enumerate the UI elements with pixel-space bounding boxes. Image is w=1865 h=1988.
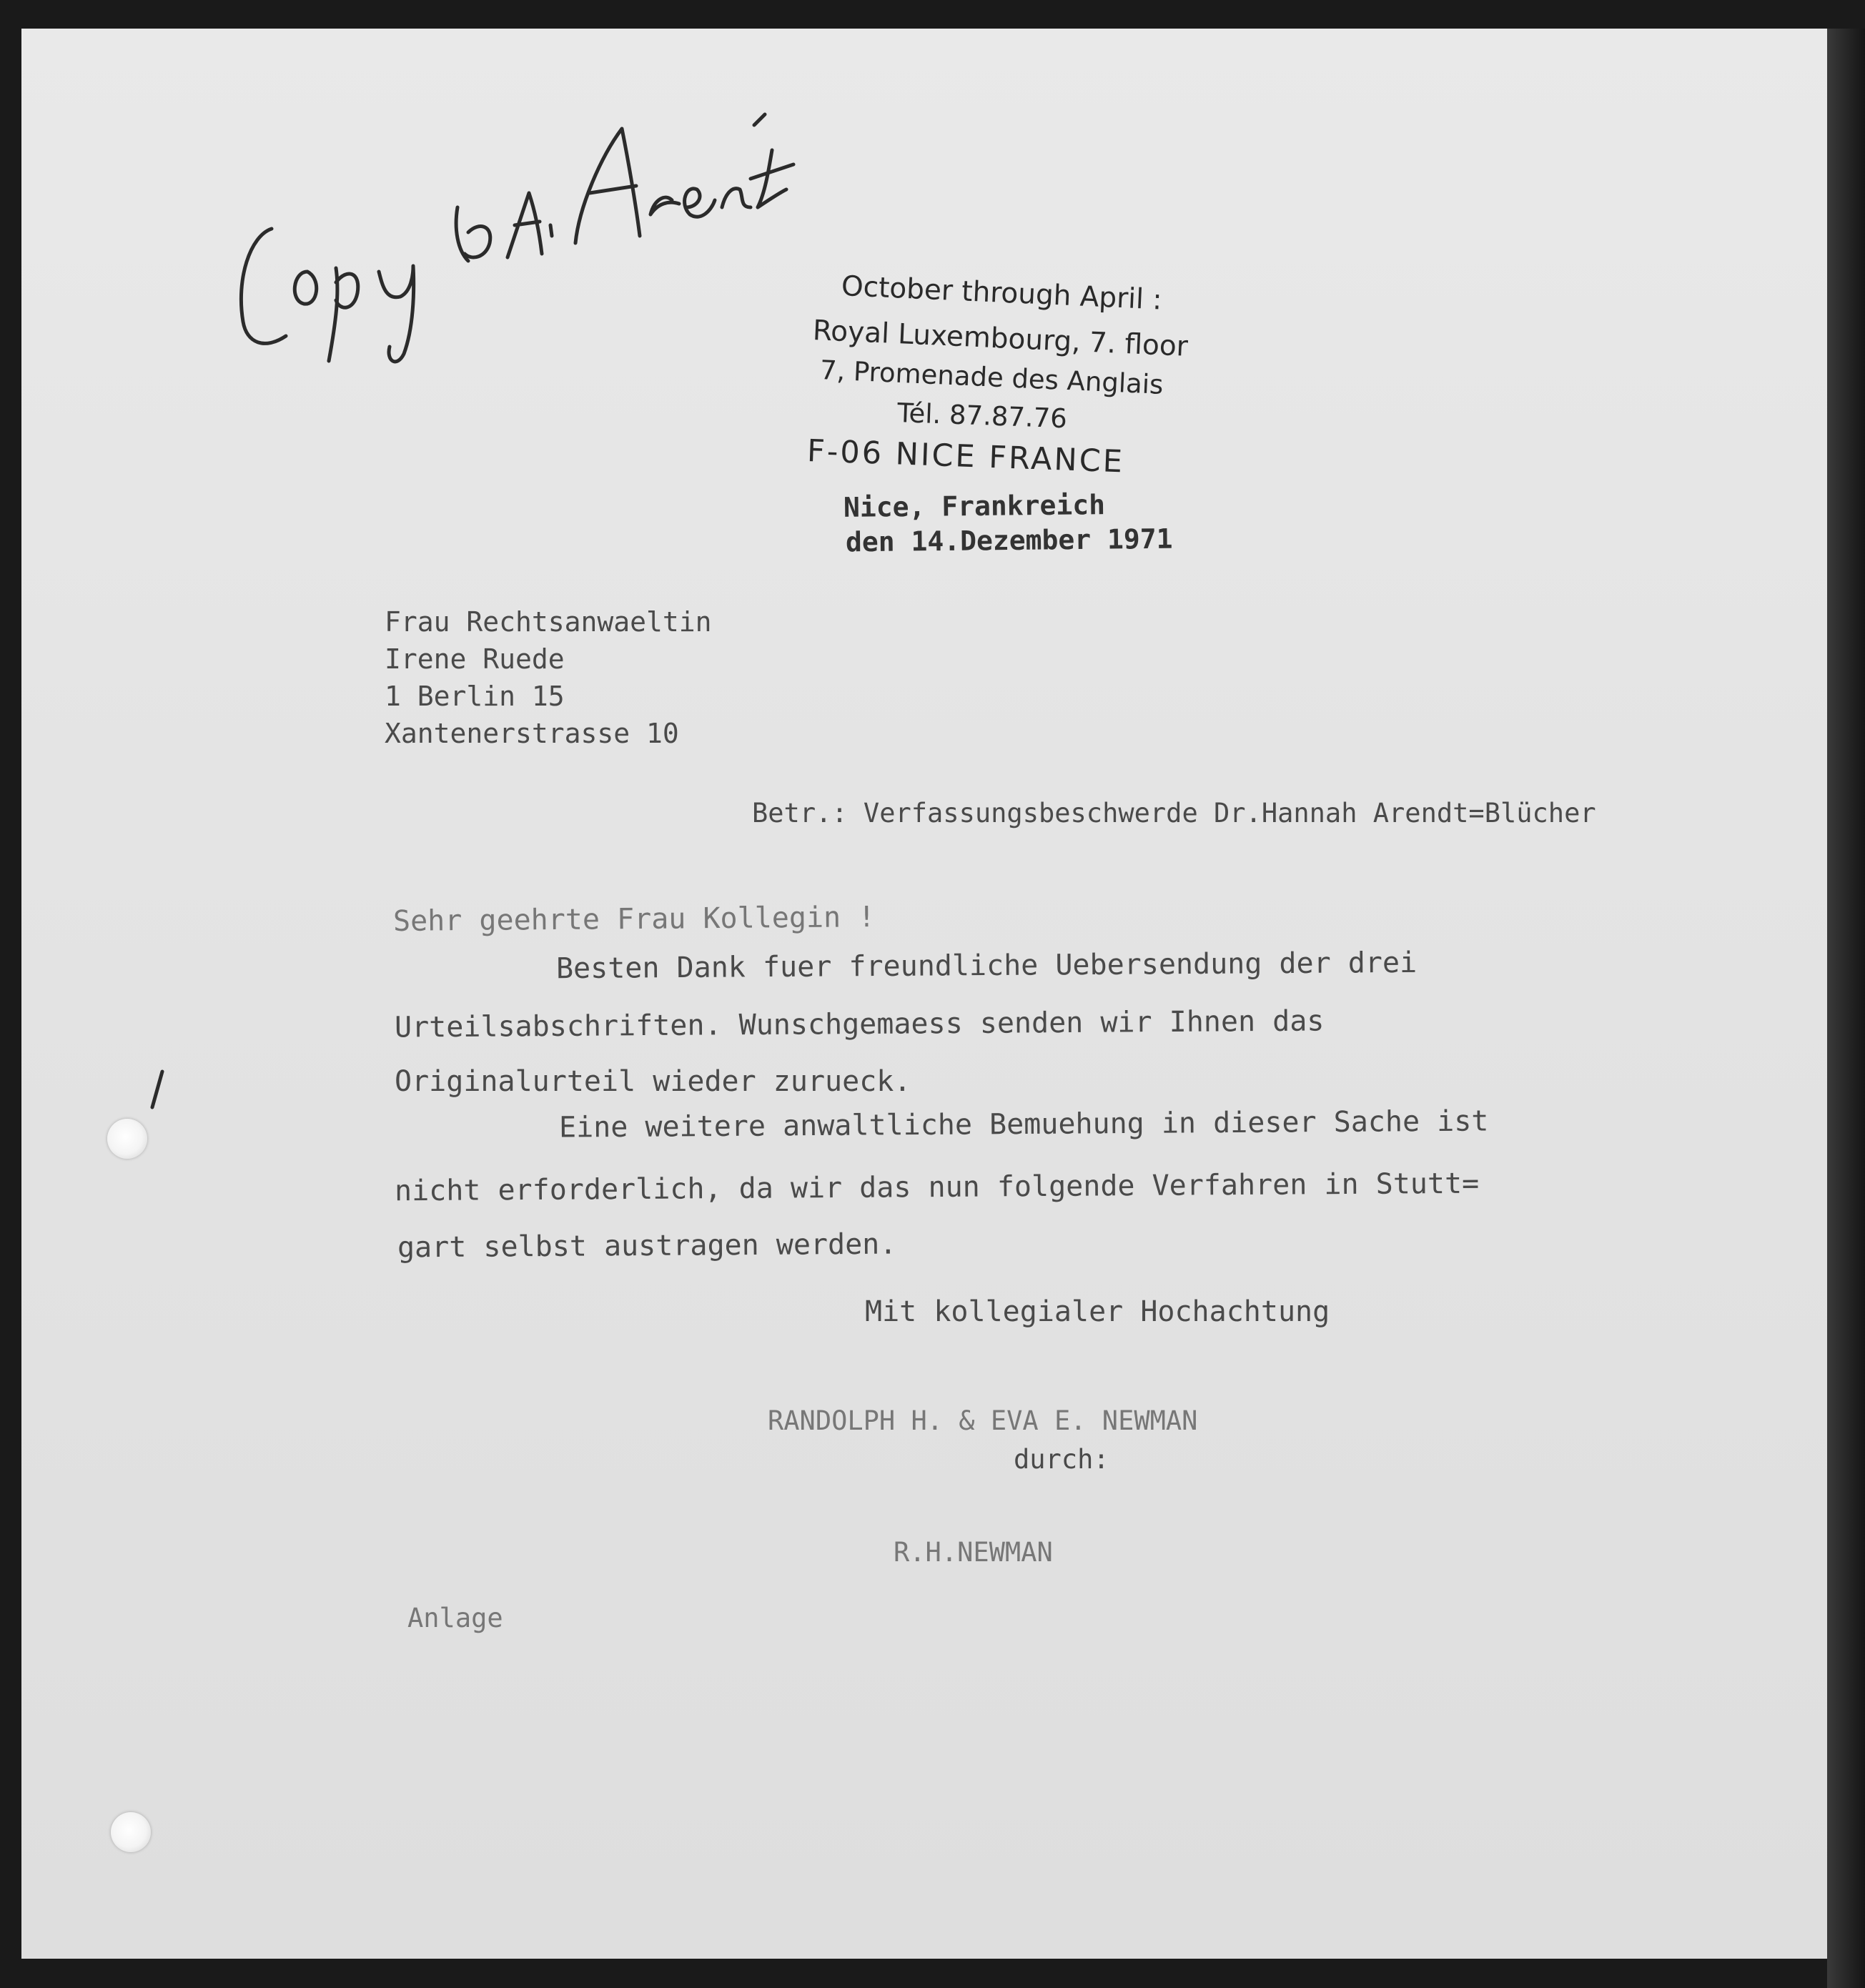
signature-durch: durch: (1014, 1444, 1109, 1475)
signature-names: RANDOLPH H. & EVA E. NEWMAN (768, 1405, 1198, 1436)
letterhead-phone: Tél. 87.87.76 (896, 397, 1068, 435)
letterhead-line-1: October through April : (841, 270, 1163, 317)
body-paragraph-1-line-1: Besten Dank fuer freundliche Uebersendung der drei (555, 946, 1418, 986)
enclosure-note: Anlage (407, 1603, 503, 1633)
closing-phrase: Mit kollegialer Hochachtung (865, 1295, 1330, 1328)
paper-edge-shadow (1827, 29, 1865, 1988)
salutation: Sehr geehrte Frau Kollegin ! (392, 901, 876, 938)
body-paragraph-2-line-3: gart selbst austragen werden. (397, 1227, 897, 1265)
recipient-line-3: 1 Berlin 15 (385, 681, 565, 712)
dateline-date: den 14.Dezember 1971 (845, 523, 1173, 558)
recipient-line-2: Irene Ruede (385, 643, 565, 675)
punch-hole-upper (107, 1119, 147, 1159)
recipient-line-1: Frau Rechtsanwaeltin (385, 606, 712, 638)
recipient-line-4: Xantenerstrasse 10 (385, 718, 679, 749)
signature-signer: R.H.NEWMAN (894, 1537, 1053, 1568)
handwritten-annotation (222, 107, 808, 372)
letterhead-line-3: 7, Promenade des Anglais (819, 355, 1164, 400)
letterhead-line-2: Royal Luxembourg, 7. floor (812, 315, 1189, 363)
punch-hole-lower (111, 1812, 151, 1852)
body-paragraph-1-line-3: Originalurteil wieder zurueck. (395, 1065, 911, 1098)
letterhead-city: F-06 NICE FRANCE (806, 433, 1125, 480)
body-paragraph-2-line-1: Eine weitere anwaltliche Bemuehung in dieser Sache ist (558, 1104, 1489, 1144)
handwritten-tick-mark (147, 1069, 168, 1112)
subject-line: Betr.: Verfassungsbeschwerde Dr.Hannah Arendt=Blücher (752, 798, 1596, 829)
body-paragraph-2-line-2: nicht erforderlich, da wir das nun folgende Verfahren in Stutt= (394, 1167, 1480, 1208)
dateline-place: Nice, Frankreich (843, 489, 1106, 523)
body-paragraph-1-line-2: Urteilsabschriften. Wunschgemaess senden wir Ihnen das (394, 1004, 1325, 1044)
